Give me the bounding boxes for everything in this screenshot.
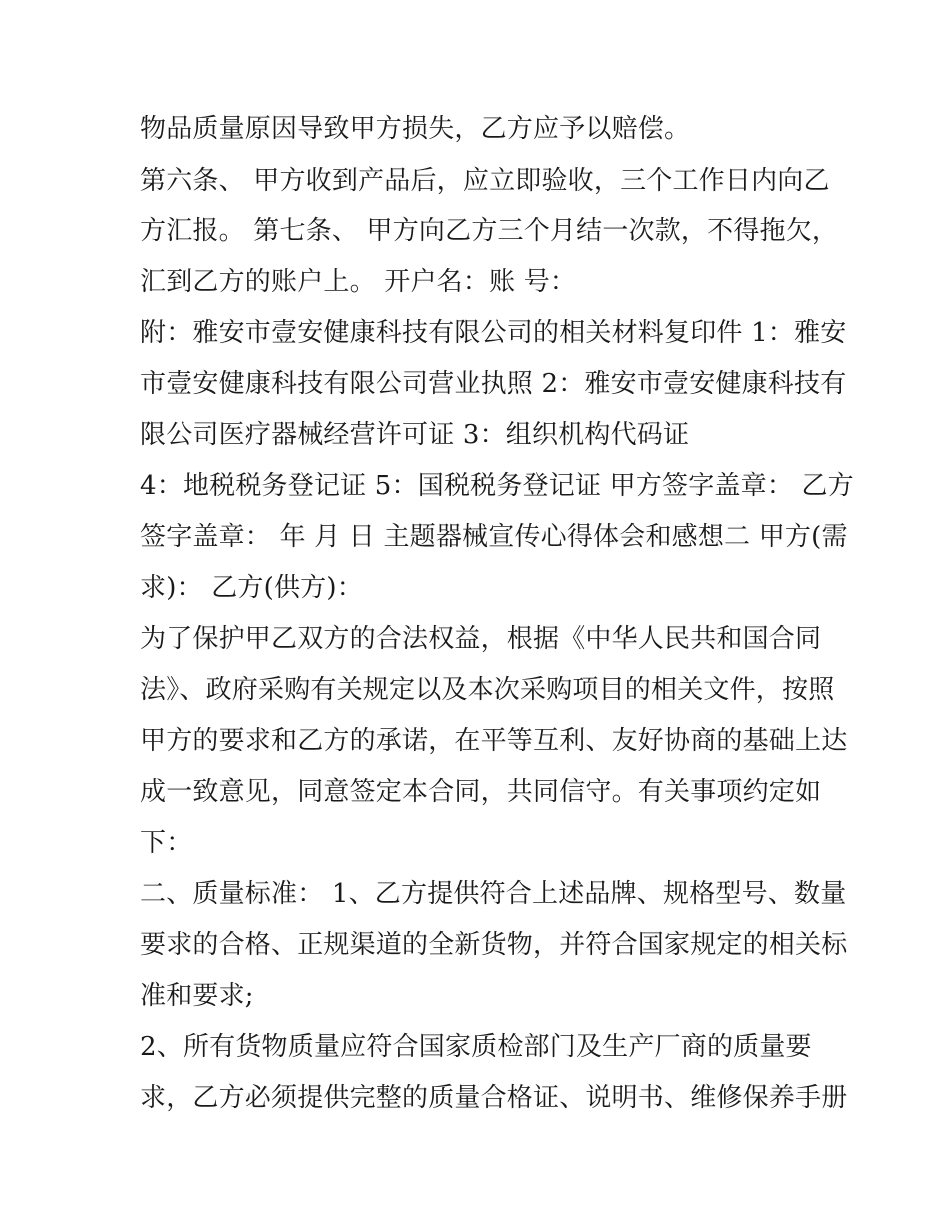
- text-line: 汇到乙方的账户上。 开户名：账 号：: [140, 267, 577, 297]
- text-line: 4：地税税务登记证 5：国税税务登记证 甲方签字盖章： 乙方: [140, 471, 854, 501]
- text-line: 为了保护甲乙双方的合法权益，根据《中华人民共和国合同: [140, 624, 822, 654]
- text-line: 甲方的要求和乙方的承诺，在平等互利、友好协商的基础上达: [140, 726, 848, 756]
- text-line: 物品质量原因导致甲方损失，乙方应予以赔偿。: [140, 114, 691, 144]
- text-line: 2、所有货物质量应符合国家质检部门及生产厂商的质量要: [140, 1032, 812, 1062]
- text-line: 求，乙方必须提供完整的质量合格证、说明书、维修保养手册: [140, 1083, 848, 1113]
- text-line: 准和要求;: [140, 981, 254, 1011]
- text-line: 二、质量标准： 1、乙方提供符合上述品牌、规格型号、数量: [140, 879, 847, 909]
- text-line: 成一致意见，同意签定本合同，共同信守。有关事项约定如: [140, 777, 822, 807]
- text-line: 法》、政府采购有关规定以及本次采购项目的相关文件，按照: [140, 675, 835, 705]
- text-line: 附：雅安市壹安健康科技有限公司的相关材料复印件 1：雅安: [140, 318, 847, 348]
- text-line: 第六条、 甲方收到产品后，应立即验收，三个工作日内向乙: [140, 166, 830, 196]
- text-line: 方汇报。 第七条、 甲方向乙方三个月结一次款，不得拖欠，: [140, 216, 839, 246]
- text-line: 求)： 乙方(供方)：: [140, 573, 363, 603]
- text-line: 签字盖章： 年 月 日 主题器械宣传心得体会和感想二 甲方(需: [140, 522, 848, 552]
- text-line: 市壹安健康科技有限公司营业执照 2：雅安市壹安健康科技有: [140, 369, 847, 399]
- text-line: 限公司医疗器械经营许可证 3：组织机构代码证: [140, 420, 690, 450]
- text-line: 下：: [140, 828, 193, 858]
- text-line: 要求的合格、正规渠道的全新货物，并符合国家规定的相关标: [140, 930, 848, 960]
